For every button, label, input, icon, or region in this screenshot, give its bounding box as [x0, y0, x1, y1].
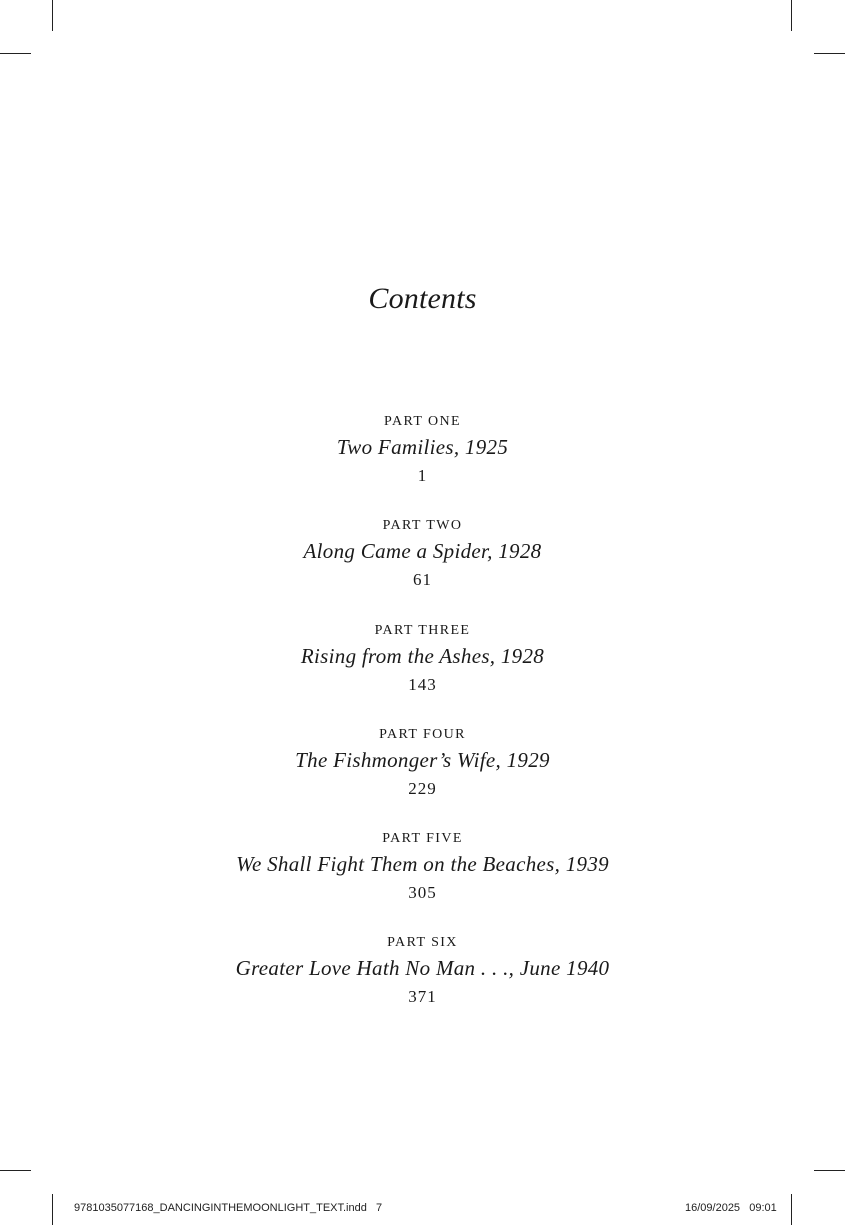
part-page-number: 143	[408, 674, 437, 694]
table-of-contents	[0, 412, 845, 1038]
part-title: Rising from the Ashes, 1928	[300, 643, 545, 668]
crop-mark-top-right	[791, 0, 792, 31]
toc-entry-part-three	[0, 621, 845, 725]
part-title: Greater Love Hath No Man . . ., June 1940	[235, 956, 610, 981]
part-title: We Shall Fight Them on the Beaches, 1939	[236, 852, 609, 877]
part-label: PART ONE	[384, 414, 461, 429]
crop-mark-top-left	[52, 0, 53, 31]
footer-timestamp: 16/09/2025 09:01	[685, 1202, 777, 1214]
part-page-number: 1	[417, 466, 428, 485]
part-page-number: 305	[408, 883, 437, 903]
part-page-number: 229	[408, 778, 437, 798]
toc-entry-part-one	[0, 412, 845, 516]
part-page-number: 371	[408, 987, 437, 1007]
crop-mark-left-top	[0, 53, 31, 54]
crop-mark-right-top	[814, 53, 845, 54]
part-label: PART THREE	[374, 622, 471, 638]
part-label: PART FOUR	[379, 726, 466, 742]
toc-entry-part-six	[0, 933, 845, 1037]
part-label: PART FIVE	[382, 831, 463, 847]
crop-mark-right-bottom	[814, 1170, 845, 1171]
toc-entry-part-two	[0, 516, 845, 620]
page-title: Contents	[368, 282, 477, 315]
part-title: Along Came a Spider, 1928	[303, 539, 542, 564]
toc-entry-part-four	[0, 725, 845, 829]
part-title: The Fishmonger’s Wife, 1929	[295, 747, 550, 772]
part-title: Two Families, 1925	[336, 435, 509, 459]
crop-mark-bottom-left	[52, 1194, 53, 1225]
crop-mark-left-bottom	[0, 1170, 31, 1171]
part-label: PART TWO	[382, 518, 463, 534]
part-label: PART SIX	[387, 935, 458, 951]
crop-mark-bottom-right	[791, 1194, 792, 1225]
footer-file-slug: 9781035077168_DANCINGINTHEMOONLIGHT_TEXT.indd 7	[74, 1202, 383, 1214]
part-page-number: 61	[413, 570, 432, 590]
toc-entry-part-five	[0, 829, 845, 933]
